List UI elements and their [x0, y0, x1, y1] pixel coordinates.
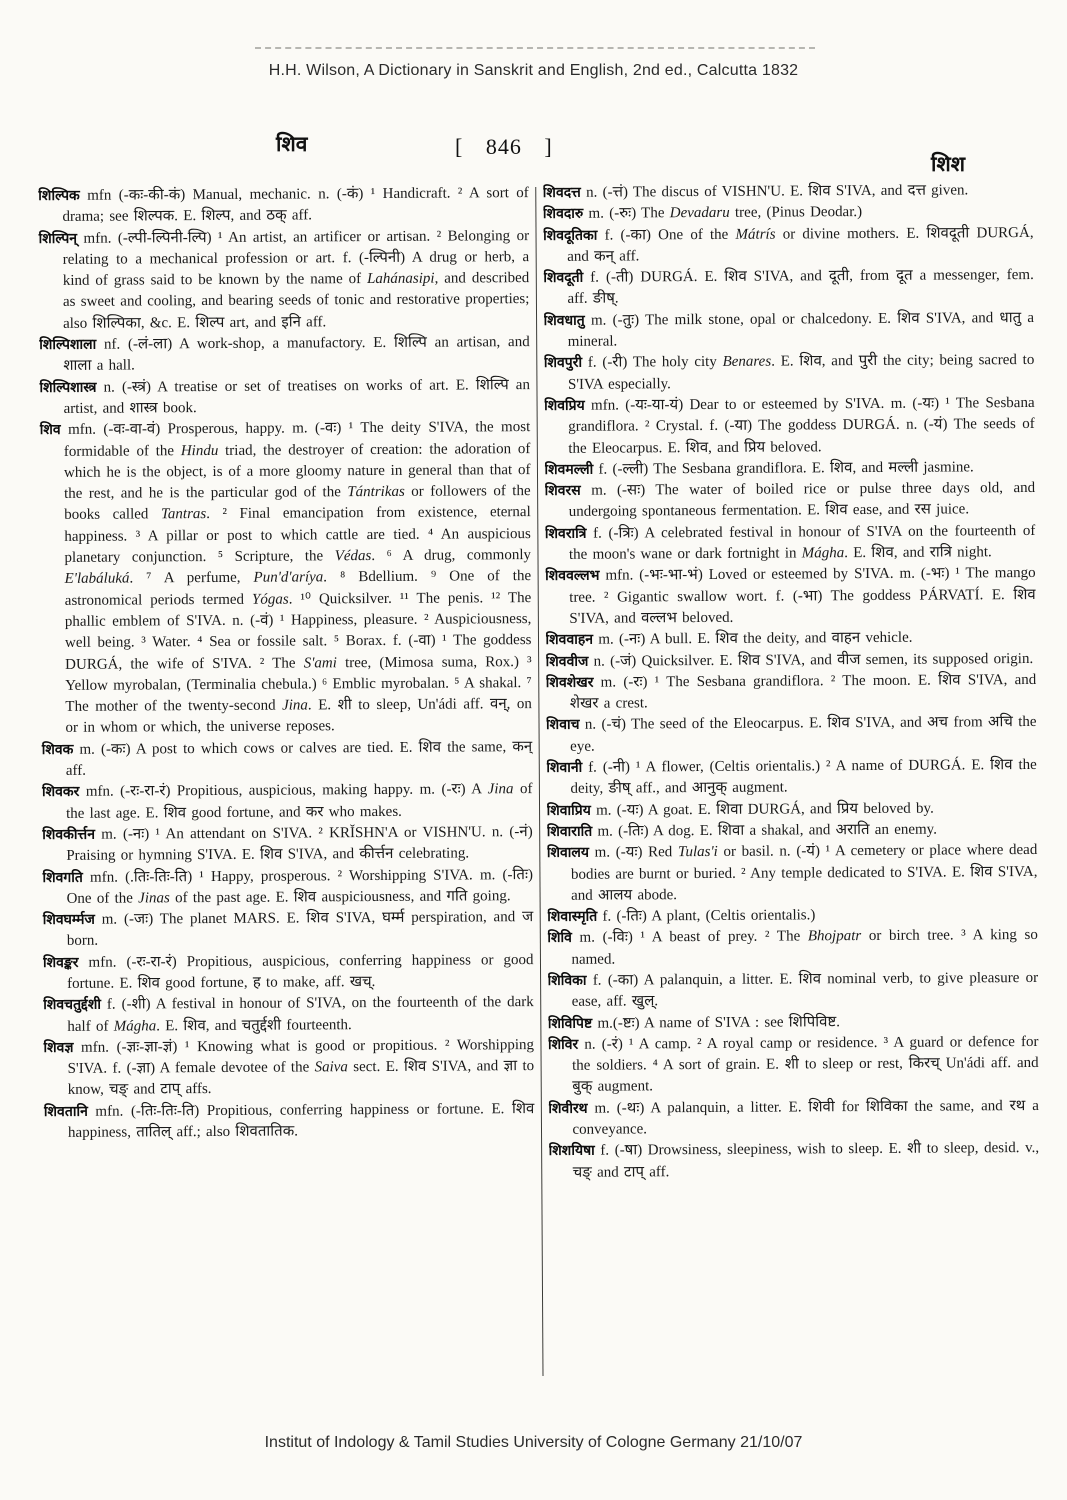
entry-headword: शिवदत्त: [542, 184, 581, 201]
dictionary-entry: शिवप्रिय mfn. (-यः-या-यं) Dear to or esteemed by S'IVA. m. (-यः) ¹ The Sesbana grandiflora. ² Crystal. f. (-या) The goddess DURGÁ. n. (-यं) The seeds of the Eleocarpus. E. शिव, and प्रिय beloved.: [544, 394, 1035, 457]
dictionary-body: [38, 180, 1041, 1425]
page-number: [ 846 ]: [455, 134, 553, 159]
dictionary-entry: शिवदूतिका f. (-का) One of the Mátrís or divine mothers. E. शिवदूती DURGÁ, and कन् aff.: [542, 224, 1034, 265]
dictionary-entry: शिशयिषा f. (-षा) Drowsiness, sleepiness, wish to sleep. E. शी to sleep, desid. v., चङ् and टाप् aff.: [548, 1140, 1040, 1181]
italic-term: Tántrikas: [347, 483, 405, 501]
dictionary-entry: शिल्पिन् mfn. (-ल्पी-ल्पिनी-ल्पि) ¹ An artist, an artificer or artisan. ² Belonging or relating to a mechanical profession or art. f. (-ल्पिनी) A drug or herb, a kind of grass said to be known by the name of Lahánasipi, and described as sweet and cooling, and bearing seeds of tonic and restorative properties; also शिल्पिका, &c. E. शिल्प art, and इनि aff.: [38, 227, 530, 332]
entry-headword: शिशयिषा: [548, 1143, 595, 1160]
right-column: [543, 180, 1041, 1422]
left-column: [38, 183, 536, 1425]
scan-header-caption: H.H. Wilson, A Dictionary in Sanskrit and English, 2nd ed., Calcutta 1832: [268, 62, 799, 79]
dictionary-entry: शिवरस m. (-सः) The water of boiled rice or pulse three days old, and undergoing spontaneous fermentation. E. शिव ease, and रस juice.: [544, 480, 1036, 521]
italic-term: Jinas: [138, 890, 170, 907]
entry-headword: शिवशेखर: [545, 674, 594, 691]
dictionary-entry: शिववल्लभ mfn. (-भः-भा-भं) Loved or esteemed by S'IVA. m. (-भः) ¹ The mango tree. ² Gigantic swallow wort. f. (-भा) The goddess PÁRVATÍ. E. शिव S'IVA, and वल्लभ beloved.: [545, 565, 1036, 627]
entry-headword: शिवज्ञ: [43, 1039, 74, 1056]
scan-footer-caption: Institut of Indology & Tamil Studies University of Cologne Germany 21/10/07: [264, 1434, 803, 1451]
dictionary-entry: शिवदूती f. (-ती) DURGÁ. E. शिव S'IVA, and दूती, from दूत a messenger, fem. aff. ङीष्.: [543, 267, 1034, 308]
dictionary-entry: शिल्पिक mfn (-कः-की-कं) Manual, mechanic. n. (-कं) ¹ Handicraft. ² A sort of drama; see शिल्पक. E. शिल्प, and ठक् aff.: [38, 185, 529, 226]
entry-headword: शिवदूती: [543, 269, 584, 287]
column-divider-rule: [535, 187, 544, 1376]
entry-headword: शिवास्मृति: [547, 908, 598, 926]
dictionary-entry: शिवक m. (-कः) A post to which cows or calves are tied. E. शिव the same, कन् aff.: [41, 738, 533, 779]
dictionary-entry: शिवदत्त n. (-त्तं) The discus of VISHN'U. E. शिव S'IVA, and दत्त given.: [542, 182, 969, 201]
italic-term: Mátrís: [735, 226, 776, 243]
dictionary-entry: शिववीज n. (-जं) Quicksilver. E. शिव S'IVA, and वीज semen, its supposed origin.: [545, 650, 1034, 670]
entry-headword: शिवदारु: [542, 206, 584, 223]
entry-headword: शिवदूतिका: [542, 227, 598, 244]
entry-headword: शिविर: [547, 1036, 579, 1053]
italic-term: Benares: [722, 353, 772, 371]
dictionary-entry: शिवि m. (-विः) ¹ A beast of prey. ² The Bhojpatr or birch tree. ³ A king so named.: [547, 927, 1038, 968]
entry-headword: शिवचतुर्द्दशी: [43, 996, 102, 1014]
entry-headword: शिल्पिक: [38, 187, 80, 205]
entry-headword: शिविका: [547, 972, 587, 989]
dictionary-entry: शिवपुरी f. (-री) The holy city Benares. E. शिव, and पुरी the city; being sacred to S'IVA especially.: [543, 352, 1035, 393]
entry-headword: शिवतानि: [43, 1103, 88, 1120]
entry-headword: शिवपुरी: [543, 355, 583, 372]
italic-term: Mágha: [113, 1017, 157, 1035]
entry-headword: शिवमल्ली: [544, 461, 594, 478]
scan-artifact-line: [255, 47, 815, 49]
italic-term: Yógas: [251, 591, 289, 608]
entry-headword: शिवधातु: [543, 312, 585, 329]
running-head-left: शिव: [276, 132, 308, 156]
entry-headword: शिल्पिन्: [38, 230, 78, 247]
italic-term: Hindu: [180, 442, 219, 459]
italic-term: Tulas'i: [677, 844, 718, 861]
entry-headword: शिवकर: [41, 784, 80, 801]
dictionary-entry: शिल्पिशास्त्र n. (-स्त्रं) A treatise or set of treatises on works of art. E. शिल्पि an artist, and शास्त्र book.: [39, 376, 530, 417]
entry-headword: शिवकीर्त्तन: [42, 826, 96, 843]
dictionary-entry: शिववाहन m. (-नः) A bull. E. शिव the deity, and वाहन vehicle.: [545, 629, 913, 649]
dictionary-entry: शिवशेखर m. (-रः) ¹ The Sesbana grandiflora. ² The moon. E. शिव S'IVA, and शेखर a crest.: [545, 671, 1037, 712]
running-head-right: शिश: [931, 152, 965, 176]
entry-headword: शिविपिष्ट: [547, 1015, 593, 1032]
italic-term: Jina: [487, 781, 514, 798]
entry-headword: शिवघर्म्मज: [42, 911, 95, 929]
italic-term: Tantras: [160, 506, 207, 523]
entry-headword: शिल्पिशाला: [39, 336, 97, 354]
entry-headword: शिवरात्रि: [544, 525, 587, 542]
dictionary-entry: शिवीरथ m. (-थः) A palanquin, a litter. E. शिवी for शिविका the same, and रथ a conveyance.: [548, 1097, 1039, 1138]
dictionary-entry: शिवानी f. (-नी) ¹ A flower, (Celtis orientalis.) ² A name of DURGÁ. E. शिव the deity, ङीष् aff., and आनुक् augment.: [546, 756, 1037, 798]
entry-headword: शिवङ्कर: [42, 954, 79, 971]
entry-headword: शिवानी: [546, 759, 583, 776]
entry-headword: शिवरस: [544, 482, 581, 500]
dictionary-entry: शिल्पिशाला nf. (-लं-ला) A work-shop, a manufactory. E. शिल्पि an artisan, and शाला a hall.: [39, 334, 530, 375]
italic-term: E'labáluká: [64, 570, 130, 588]
italic-term: S'ami: [303, 654, 337, 671]
entry-headword: शिवाप्रिय: [546, 802, 591, 819]
entry-headword: शिवीरथ: [548, 1100, 588, 1117]
dictionary-entry: शिवालय m. (-यः) Red Tulas'i or basil. n. (-यं) ¹ A cemetery or place where dead bodies are burnt or buried. ² Any temple dedicated to S'IVA. E. शिव S'IVA, and आलय abode.: [546, 842, 1038, 904]
italic-term: Pun'd'aríya: [253, 569, 324, 587]
page-header: [0, 128, 1067, 183]
entry-headword: शिवाराति: [546, 823, 593, 840]
dictionary-entry: शिवमल्ली f. (-ल्ली) The Sesbana grandiflora. E. शिव, and मल्ली jasmine.: [544, 459, 974, 478]
dictionary-entry: शिवास्मृति f. (-तिः) A plant, (Celtis orientalis.): [547, 907, 816, 926]
dictionary-entry: शिवरात्रि f. (-त्रिः) A celebrated festival in honour of S'IVA on the fourteenth of the moon's wane or dark fortnight in Mágha. E. शिव, and रात्रि night.: [544, 522, 1036, 563]
entry-headword: शिववाहन: [545, 631, 594, 649]
dictionary-entry: शिवाच n. (-चं) The seed of the Eleocarpus. E. शिव S'IVA, and अच from अचि the eye.: [545, 714, 1037, 755]
entry-headword: शिव: [39, 422, 61, 439]
italic-term: Devadaru: [669, 205, 730, 222]
entry-headword: शिवि: [547, 930, 572, 947]
dictionary-entry: शिवतानि mfn. (-तिः-तिः-ति) Propitious, conferring happiness or fortune. E. शिव happiness, तातिल् aff.; also शिवतातिक.: [43, 1100, 535, 1141]
italic-term: Védas: [334, 548, 372, 565]
entry-headword: शिल्पिशास्त्र: [39, 379, 97, 396]
entry-headword: शिववल्लभ: [545, 567, 600, 585]
italic-term: Lahánasipi: [367, 270, 435, 288]
dictionary-entry: शिवाप्रिय m. (-यः) A goat. E. शिवा DURGÁ, and प्रिय beloved by.: [546, 800, 934, 819]
dictionary-entry: शिविपिष्ट m.(-ष्टः) A name of S'IVA : see शिपिविष्ट.: [547, 1013, 841, 1032]
entry-headword: शिवक: [41, 741, 74, 758]
dictionary-entry: शिवचतुर्द्दशी f. (-शी) A festival in honour of S'IVA, on the fourteenth of the dark half of Mágha. E. शिव, and चतुर्द्दशी fourteenth.: [43, 994, 534, 1035]
dictionary-entry: शिवघर्म्मज m. (-जः) The planet MARS. E. शिव S'IVA, घर्म्म perspiration, and ज born.: [42, 909, 534, 950]
italic-term: Jina: [282, 697, 308, 714]
dictionary-entry: शिवङ्कर mfn. (-रः-रा-रं) Propitious, auspicious, conferring happiness or good fortune. E. शिव good fortune, ह to make, aff. खच्.: [42, 951, 534, 992]
entry-headword: शिवाच: [545, 717, 580, 734]
dictionary-entry: शिविर n. (-रं) ¹ A camp. ² A royal camp or residence. ³ A guard or defence for the soldiers. ⁴ A sort of grain. E. शी to sleep or rest, किरच् Un'ádi aff. and बुक् augment.: [547, 1033, 1039, 1096]
dictionary-entry: शिवाराति m. (-तिः) A dog. E. शिवा a shakal, and अराति an enemy.: [546, 821, 937, 840]
dictionary-entry: शिवदारु m. (-रुः) The Devadaru tree, (Pinus Deodar.): [542, 204, 863, 223]
entry-headword: शिवालय: [546, 844, 590, 862]
italic-term: Mágha: [801, 545, 845, 562]
dictionary-entry: शिविका f. (-का) A palanquin, a litter. E. शिव nominal verb, to give pleasure or ease, aff. खुल्.: [547, 969, 1039, 1011]
italic-term: Saiva: [314, 1059, 348, 1076]
entry-headword: शिवप्रिय: [544, 397, 585, 414]
entry-headword: शिवगति: [42, 869, 83, 886]
entry-headword: शिववीज: [545, 653, 589, 670]
italic-term: Bhojpatr: [807, 928, 862, 945]
dictionary-entry: शिवकीर्त्तन m. (-नः) ¹ An attendant on S'IVA. ² KRĬSHN'A or VISHN'U. n. (-नं) Praising or hymning S'IVA. E. शिव S'IVA, and कीर्त्तन celebrating.: [42, 823, 533, 865]
dictionary-entry: शिवगति mfn. (.तिः-तिः-ति) ¹ Happy, prosperous. ² Worshipping S'IVA. m. (-तिः) One of the Jinas of the past age. E. शिव auspiciousness, and गति going.: [42, 866, 533, 907]
dictionary-entry: शिवज्ञ mfn. (-ज्ञः-ज्ञा-ज्ञं) ¹ Knowing what is good or propitious. ² Worshipping S'IVA. f. (-ज्ञा) A female devotee of the Saiva sect. E. शिव S'IVA, and ज्ञा to know, चङ् and टाप् affs.: [43, 1036, 535, 1099]
dictionary-entry: शिवधातु m. (-तुः) The milk stone, opal or chalcedony. E. शिव S'IVA, and धातु a mineral.: [543, 309, 1035, 350]
dictionary-entry: शिव mfn. (-वः-वा-वं) Prosperous, happy. m. (-वः) ¹ The deity S'IVA, the most formidable of the Hindu triad, the destroyer of creation: the adoration of which he is the object, is of a more gloomy nature in general than that of the rest, and he is the particular god of the Tántrikas or followers of the books called Tantras. ² Final emancipation from existence, eternal happiness. ³ A pillar or post to which cattle are tied. ⁴ An auspicious planetary conjunction. ⁵ Scripture, the Védas. ⁶ A drug, commonly E'labáluká. ⁷ A perfume, Pun'd'aríya. ⁸ Bdellium. ⁹ One of the astronomical periods termed Yógas. ¹⁰ Quicksilver. ¹¹ The penis. ¹² The phallic emblem of S'IVA. n. (-वं) ¹ Happiness, pleasure. ² Auspiciousness, well being. ³ Water. ⁴ Sea or fossile salt. ⁵ Borax. f. (-वा) ¹ The goddess DURGÁ, the wife of S'IVA. ² The S'ami tree, (Mimosa suma, Rox.) ³ Yellow myrobalan, (Terminalia chebula.) ⁶ Emblic myrobalan. ⁵ A shakal. ⁷ The mother of the twenty-second Jina. E. शी to sleep, Un'ádi aff. वन्, on or in whom or which, the universe reposes.: [39, 419, 532, 737]
dictionary-entry: शिवकर mfn. (-रः-रा-रं) Propitious, auspicious, making happy. m. (-रः) A Jina of the last age. E. शिव good fortune, and कर who makes.: [41, 781, 533, 822]
